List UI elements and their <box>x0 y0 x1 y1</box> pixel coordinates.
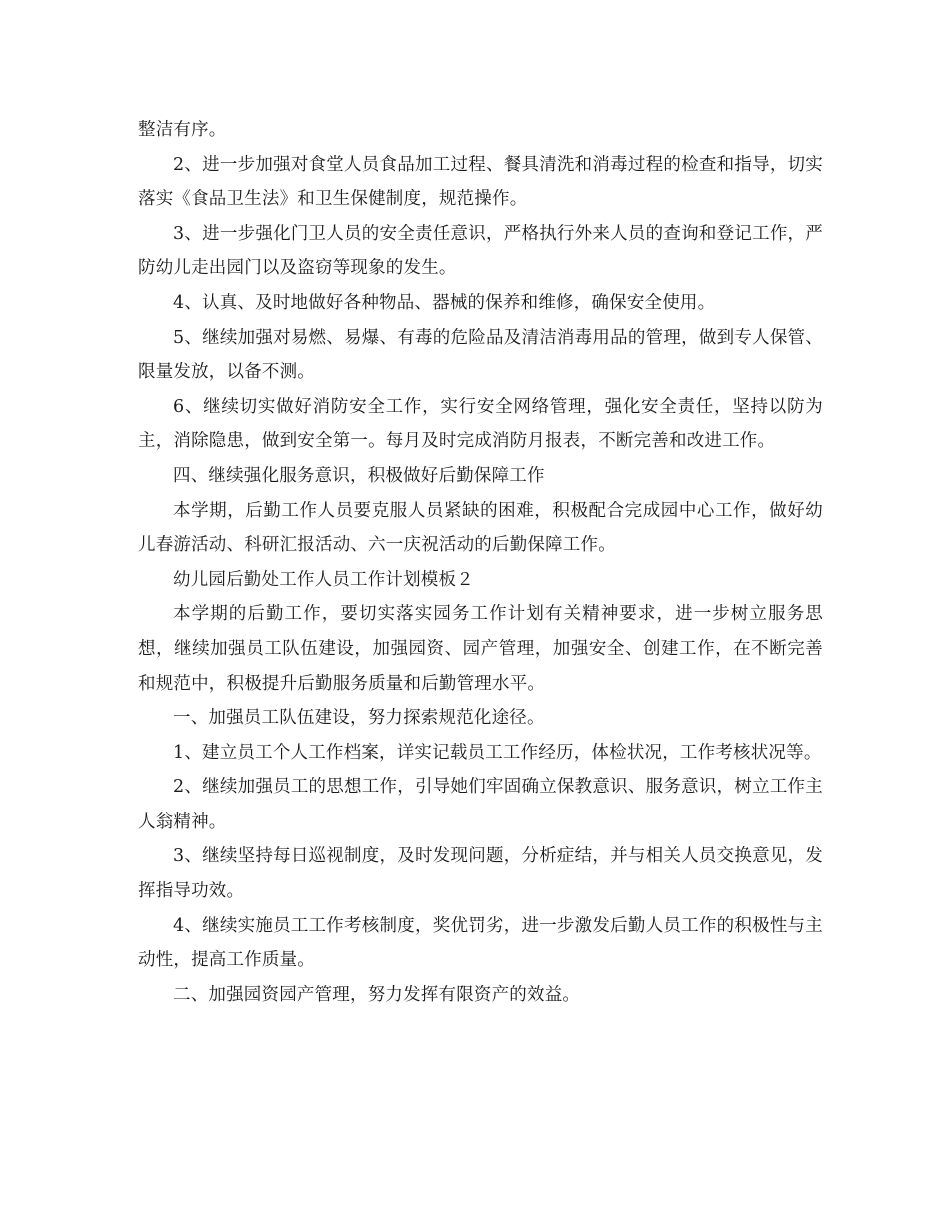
paragraph: 本学期的后勤工作，要切实落实园务工作计划有关精神要求，进一步树立服务思想，继续加强员工队伍建设，加强园资、园产管理，加强安全、创建工作，在不断完善和规范中，积极提升后勤服务质量和后勤管理水平。 <box>138 604 823 694</box>
paragraph: 本学期，后勤工作人员要克服人员紧缺的困难，积极配合完成园中心工作，做好幼儿春游活动、科研汇报活动、六一庆祝活动的后勤保障工作。 <box>138 500 823 556</box>
paragraph: 4、认真、及时地做好各种物品、器械的保养和维修，确保安全使用。 <box>173 292 716 313</box>
section-heading: 四、继续强化服务意识，积极做好后勤保障工作 <box>173 465 545 486</box>
paragraph: 1、建立员工个人工作档案，详实记载员工工作经历，体检状况，工作考核状况等。 <box>173 742 822 763</box>
paragraph: 6、继续切实做好消防安全工作，实行安全网络管理，强化安全责任，坚持以防为主，消除隐患，做到安全第一。每月及时完成消防月报表，不断完善和改进工作。 <box>138 396 823 452</box>
document-body <box>138 113 823 1012</box>
section-heading: 一、加强员工队伍建设，努力探索规范化途径。 <box>173 708 545 729</box>
paragraph: 2、进一步加强对食堂人员食品加工过程、餐具清洗和消毒过程的检查和指导，切实落实《食品卫生法》和卫生保健制度，规范操作。 <box>138 154 823 210</box>
paragraph: 4、继续实施员工工作考核制度，奖优罚劣，进一步激发后勤人员工作的积极性与主动性，提高工作质量。 <box>138 915 823 971</box>
paragraph: 3、继续坚持每日巡视制度，及时发现问题，分析症结，并与相关人员交换意见，发挥指导功效。 <box>138 846 823 902</box>
paragraph: 整洁有序。 <box>138 120 227 140</box>
paragraph: 2、继续加强员工的思想工作，引导她们牢固确立保教意识、服务意识，树立工作主人翁精神。 <box>138 777 823 832</box>
paragraph: 5、继续加强对易燃、易爆、有毒的危险品及清洁消毒用品的管理，做到专人保管、限量发放，以备不测。 <box>138 327 823 383</box>
paragraph: 3、进一步强化门卫人员的安全责任意识，严格执行外来人员的查询和登记工作，严防幼儿走出园门以及盗窃等现象的发生。 <box>138 223 823 279</box>
section-heading: 二、加强园资园产管理，努力发挥有限资产的效益。 <box>173 984 581 1005</box>
document-title: 幼儿园后勤处工作人员工作计划模板２ <box>173 569 474 590</box>
